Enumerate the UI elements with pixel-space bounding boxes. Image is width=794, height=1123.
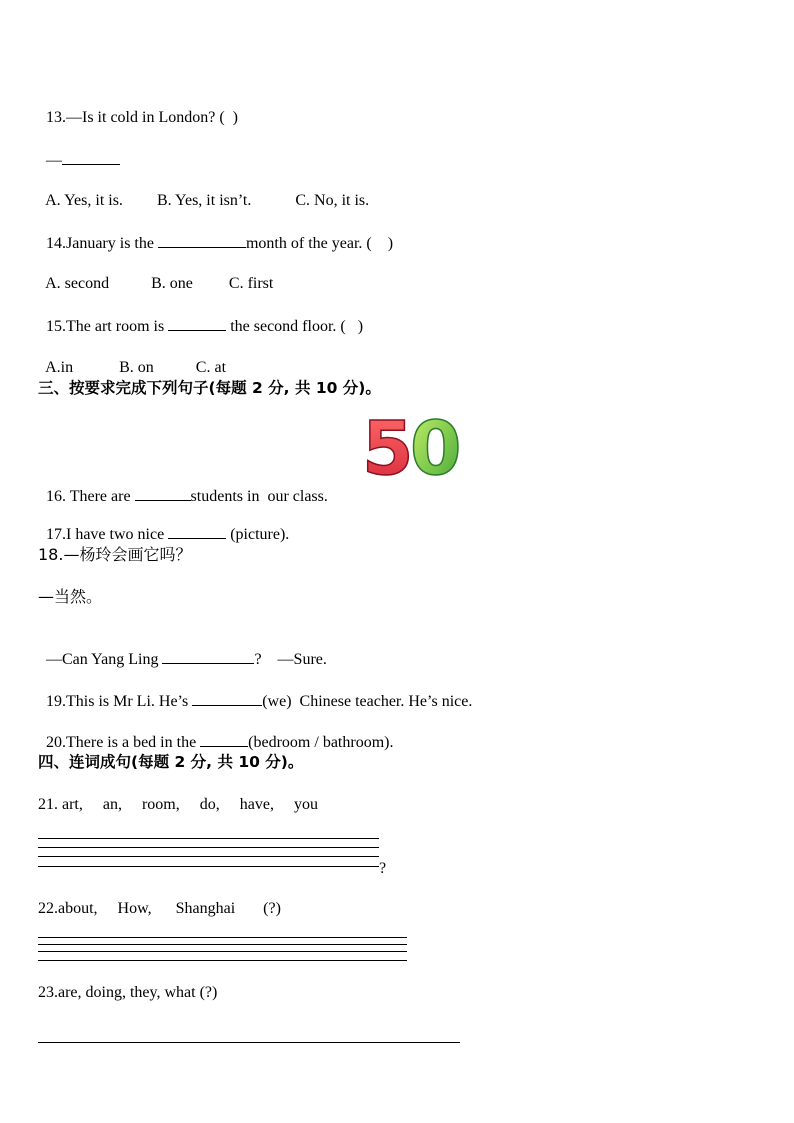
q14-option-b[interactable]: B. one (151, 275, 193, 292)
q19-stem (38, 671, 472, 712)
q17-stem (38, 504, 289, 545)
q22-answer-rule[interactable] (38, 937, 407, 938)
q21-answer-rule[interactable] (38, 866, 379, 867)
q15-bracket-close: ) (345, 318, 364, 335)
q15-option-b[interactable]: B. on (119, 359, 154, 376)
q15-option-c[interactable]: C. at (195, 359, 227, 376)
number-fifty-zero: 0 (410, 410, 462, 482)
q22-answer-rule[interactable] (38, 951, 407, 952)
q21-end-mark: ? (379, 860, 387, 877)
q14-bracket-close: ) (371, 235, 394, 252)
q15-options (38, 338, 226, 378)
q15-blank[interactable] (168, 316, 226, 331)
q16-stem (38, 466, 328, 507)
q21-answer-rule[interactable] (38, 856, 379, 857)
q20-stem (38, 712, 393, 753)
q18-en-end: ? —Sure. (254, 651, 327, 668)
section-4-heading: 四、连词成句(每题 2 分, 共 10 分)。 (38, 753, 304, 771)
q19-blank[interactable] (192, 691, 262, 706)
q18-en-start: —Can Yang Ling (46, 651, 163, 668)
q13-stem (38, 88, 238, 128)
q13-dash: — (46, 152, 62, 169)
q17-blank[interactable] (168, 524, 226, 539)
q16-blank[interactable] (135, 486, 191, 501)
q23-words: 23.are, doing, they, what (?) (38, 984, 218, 1001)
q13-option-b[interactable]: B. Yes, it isn’t. (156, 192, 252, 209)
q14-option-c[interactable]: C. first (228, 275, 274, 292)
q18-blank[interactable] (162, 649, 254, 664)
q22-answer-rule[interactable] (38, 960, 407, 961)
q21-answer-rule[interactable] (38, 838, 379, 839)
q23-answer-rule[interactable] (38, 1042, 460, 1043)
q20-stem-end: (bedroom / bathroom). (248, 734, 394, 751)
q14-option-a[interactable]: A. second (45, 275, 110, 292)
q21-answer-rule[interactable] (38, 847, 379, 848)
number-fifty-five: 5 (362, 410, 414, 482)
q18-cn-question: 18.—杨玲会画它吗？ (38, 545, 192, 564)
q21-words: 21. art, an, room, do, have, you (38, 796, 318, 813)
q15-stem-start: 15.The art room is (46, 318, 169, 335)
section-3-heading: 三、按要求完成下列句子(每题 2 分, 共 10 分)。 (38, 379, 381, 397)
q22-words: 22.about, How, Shanghai (?) (38, 900, 281, 917)
q18-en-line (38, 629, 327, 670)
q14-options (38, 254, 273, 294)
q13-stem-text: 13.—Is it cold in London? ( (46, 109, 225, 126)
q15-stem-end: the second floor. ( (226, 318, 346, 335)
q13-options (38, 171, 369, 211)
q13-bracket-close: ) (224, 109, 238, 126)
q14-stem (38, 213, 393, 254)
q16-stem-start: 16. There are (46, 488, 135, 505)
q13-option-c[interactable]: C. No, it is. (295, 192, 370, 209)
q14-stem-start: 14.January is the (46, 235, 158, 252)
q22-answer-rule[interactable] (38, 944, 407, 945)
q13-blank[interactable] (62, 150, 120, 165)
number-fifty-image (360, 410, 464, 482)
q14-stem-end: month of the year. ( (245, 235, 372, 252)
q15-stem (38, 296, 363, 337)
q19-stem-start: 19.This is Mr Li. He’s (46, 693, 193, 710)
q20-stem-start: 20.There is a bed in the (46, 734, 201, 751)
q13-option-a[interactable]: A. Yes, it is. (45, 192, 123, 209)
q17-stem-end: (picture). (226, 526, 290, 543)
q16-stem-end: students in our class. (190, 488, 328, 505)
q17-stem-start: 17.I have two nice (46, 526, 169, 543)
q18-cn-answer: —当然。 (38, 587, 103, 606)
q13-answer-line (38, 130, 120, 171)
q14-blank[interactable] (158, 233, 246, 248)
q19-stem-end: (we) Chinese teacher. He’s nice. (262, 693, 473, 710)
q20-blank[interactable] (200, 732, 248, 747)
q15-option-a[interactable]: A.in (45, 359, 74, 376)
